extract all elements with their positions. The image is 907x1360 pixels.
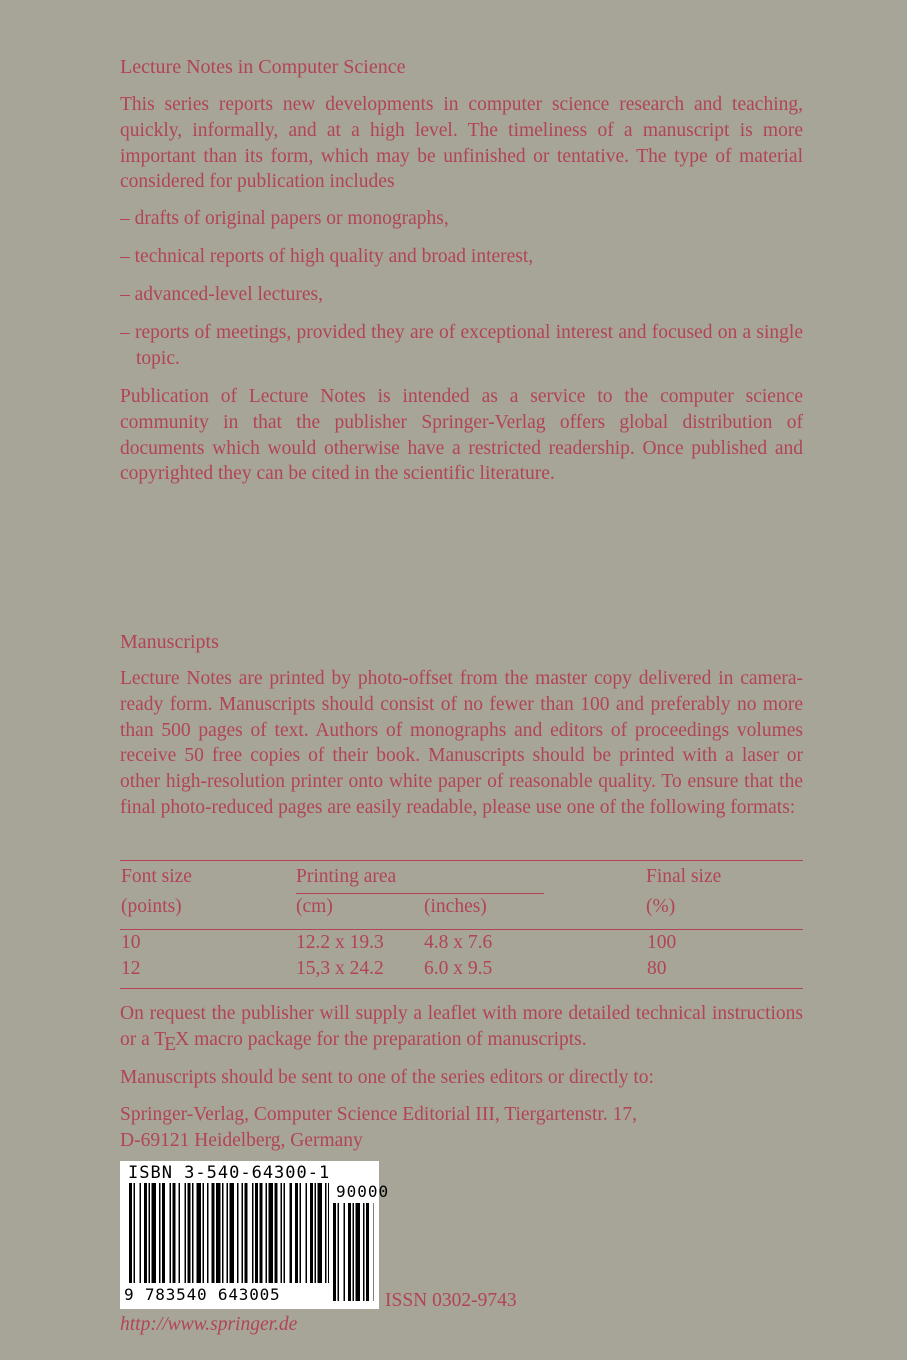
table-top-rule bbox=[120, 860, 803, 861]
leaflet-paragraph: On request the publisher will supply a leaflet with more detailed technical instructions or a TEX macro package for the preparation of manuscripts. bbox=[120, 1003, 803, 1055]
list-item: – technical reports of high quality and broad interest, bbox=[120, 246, 534, 267]
row-font: 12 bbox=[121, 958, 141, 979]
publisher-url[interactable]: http://www.springer.de bbox=[120, 1314, 298, 1335]
publication-paragraph: Publication of Lecture Notes is intended as a service to the computer science community in that the publisher Springer-Verlag offers global distribution of documents which would otherwise have a restricted readership. Once published and copyrighted they can be cited in the scientific literature. bbox=[120, 386, 803, 485]
manuscripts-paragraph: Lecture Notes are printed by photo-offset from the master copy delivered in camera-ready form. Manuscripts should consist of no fewer than 100 and preferably no more than 500 pages of text. Authors of monographs and editors of proceedings volumes receive 50 free copies of their book. Manuscripts should be printed with a laser or other high-resolution printer onto white paper of reasonable quality. To ensure that the final photo-reduced pages are easily readable, please use one of the following formats: bbox=[120, 668, 803, 818]
tex-logo-e: E bbox=[164, 1033, 177, 1055]
series-description: This series reports new developments in computer science research and teaching, quickly, informally, and at a high level. The timeliness of a manuscript is more important than its form, which may be unfinished or tentative. The type of material considered for publication includes bbox=[120, 94, 803, 193]
unit-points: (points) bbox=[121, 896, 182, 917]
header-font-size: Font size bbox=[121, 866, 192, 887]
printing-area-rule bbox=[296, 893, 544, 894]
list-item: – drafts of original papers or monographs, bbox=[120, 208, 449, 229]
row-font: 10 bbox=[121, 932, 141, 953]
row-cm: 15,3 x 24.2 bbox=[296, 958, 384, 979]
unit-inches: (inches) bbox=[424, 896, 487, 917]
row-inches: 6.0 x 9.5 bbox=[424, 958, 493, 979]
header-printing-area: Printing area bbox=[296, 866, 397, 887]
isbn-text: ISBN 3-540-64300-1 bbox=[128, 1163, 331, 1183]
unit-percent: (%) bbox=[646, 896, 676, 917]
address-line-2: D-69121 Heidelberg, Germany bbox=[120, 1130, 363, 1151]
isbn-barcode bbox=[120, 1161, 390, 1309]
table-bottom-rule bbox=[120, 988, 803, 989]
addon-digits: 90000 bbox=[336, 1182, 390, 1201]
manuscripts-heading: Manuscripts bbox=[120, 631, 219, 653]
row-final: 80 bbox=[647, 958, 667, 979]
unit-cm: (cm) bbox=[296, 896, 333, 917]
ean-digits: 9 783540 643005 bbox=[124, 1285, 281, 1304]
list-item: – advanced-level lectures, bbox=[120, 284, 324, 305]
header-final-size: Final size bbox=[646, 866, 722, 887]
series-title: Lecture Notes in Computer Science bbox=[120, 56, 406, 78]
send-to-text: Manuscripts should be sent to one of the series editors or directly to: bbox=[120, 1067, 654, 1088]
address-line-1: Springer-Verlag, Computer Science Editorial III, Tiergartenstr. 17, bbox=[120, 1104, 637, 1125]
row-inches: 4.8 x 7.6 bbox=[424, 932, 493, 953]
row-final: 100 bbox=[647, 932, 677, 953]
list-item: – reports of meetings, provided they are of exceptional interest and focused on a single topic. bbox=[120, 322, 803, 369]
table-header-rule bbox=[120, 929, 803, 930]
issn: ISSN 0302-9743 bbox=[385, 1290, 517, 1311]
row-cm: 12.2 x 19.3 bbox=[296, 932, 384, 953]
